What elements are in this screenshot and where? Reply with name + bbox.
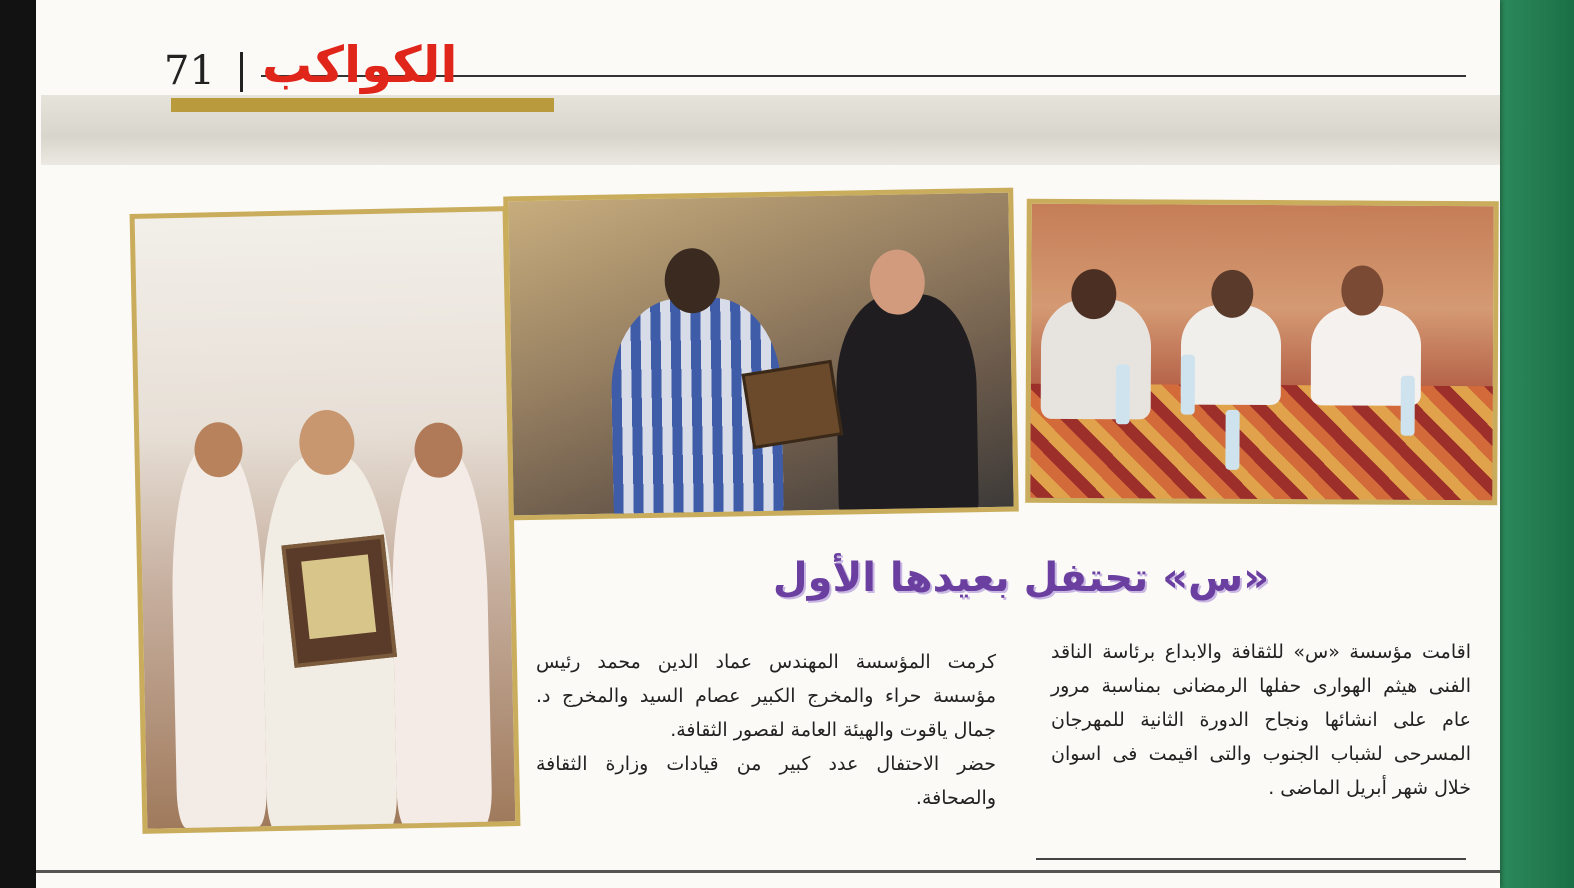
person-figure xyxy=(169,446,267,828)
magazine-page xyxy=(36,0,1500,888)
background-cover-edge xyxy=(1500,0,1574,888)
magazine-title: الكواكب xyxy=(262,36,458,94)
article-paragraph: اقامت مؤسسة «س» للثقافة والابداع برئاسة الناقد الفنى هيثم الهوارى حفلها الرمضانى بمناسبة مرور عام على انشائها ونجاح الدورة الثانية للمهرجان المسرحى لشباب الجنوب والتى اقيمت فى اسوان خلال شهر أبريل الماضى . xyxy=(1051,641,1471,799)
water-bottle xyxy=(1225,410,1239,470)
photo-honoree-group xyxy=(130,206,521,834)
header-gold-bar xyxy=(171,98,554,112)
photo-award-handover xyxy=(503,188,1019,521)
footer-rule-short xyxy=(1036,858,1466,860)
person-figure xyxy=(835,293,979,520)
person-head xyxy=(1341,265,1383,315)
article-paragraph: حضر الاحتفال عدد كبير من قيادات وزارة الثقافة والصحافة. xyxy=(536,753,996,809)
person-figure xyxy=(390,447,493,829)
footer-rule xyxy=(36,870,1500,873)
adjacent-page-edge xyxy=(0,0,40,888)
page-number: 71 xyxy=(164,48,215,94)
award-plaque-face xyxy=(301,554,376,639)
water-bottle xyxy=(1401,376,1415,436)
person-figure xyxy=(1181,305,1282,406)
article-paragraph: كرمت المؤسسة المهندس عماد الدين محمد رئيس مؤسسة حراء والمخرج الكبير عصام السيد والمخرج د. جمال ياقوت والهيئة العامة لقصور الثقافة. xyxy=(536,651,996,741)
award-plaque xyxy=(281,535,397,668)
page-number-divider xyxy=(240,52,243,92)
water-bottle xyxy=(1116,364,1130,424)
photo-banquet xyxy=(1025,199,1499,505)
person-head xyxy=(1211,270,1253,318)
award-plaque xyxy=(742,360,844,449)
water-bottle xyxy=(1181,355,1195,415)
article-headline: «س» تحتفل بعيدها الأول xyxy=(772,555,1270,601)
person-head xyxy=(1071,269,1116,319)
article-column-right xyxy=(1051,635,1471,805)
article-column-left xyxy=(536,645,996,815)
